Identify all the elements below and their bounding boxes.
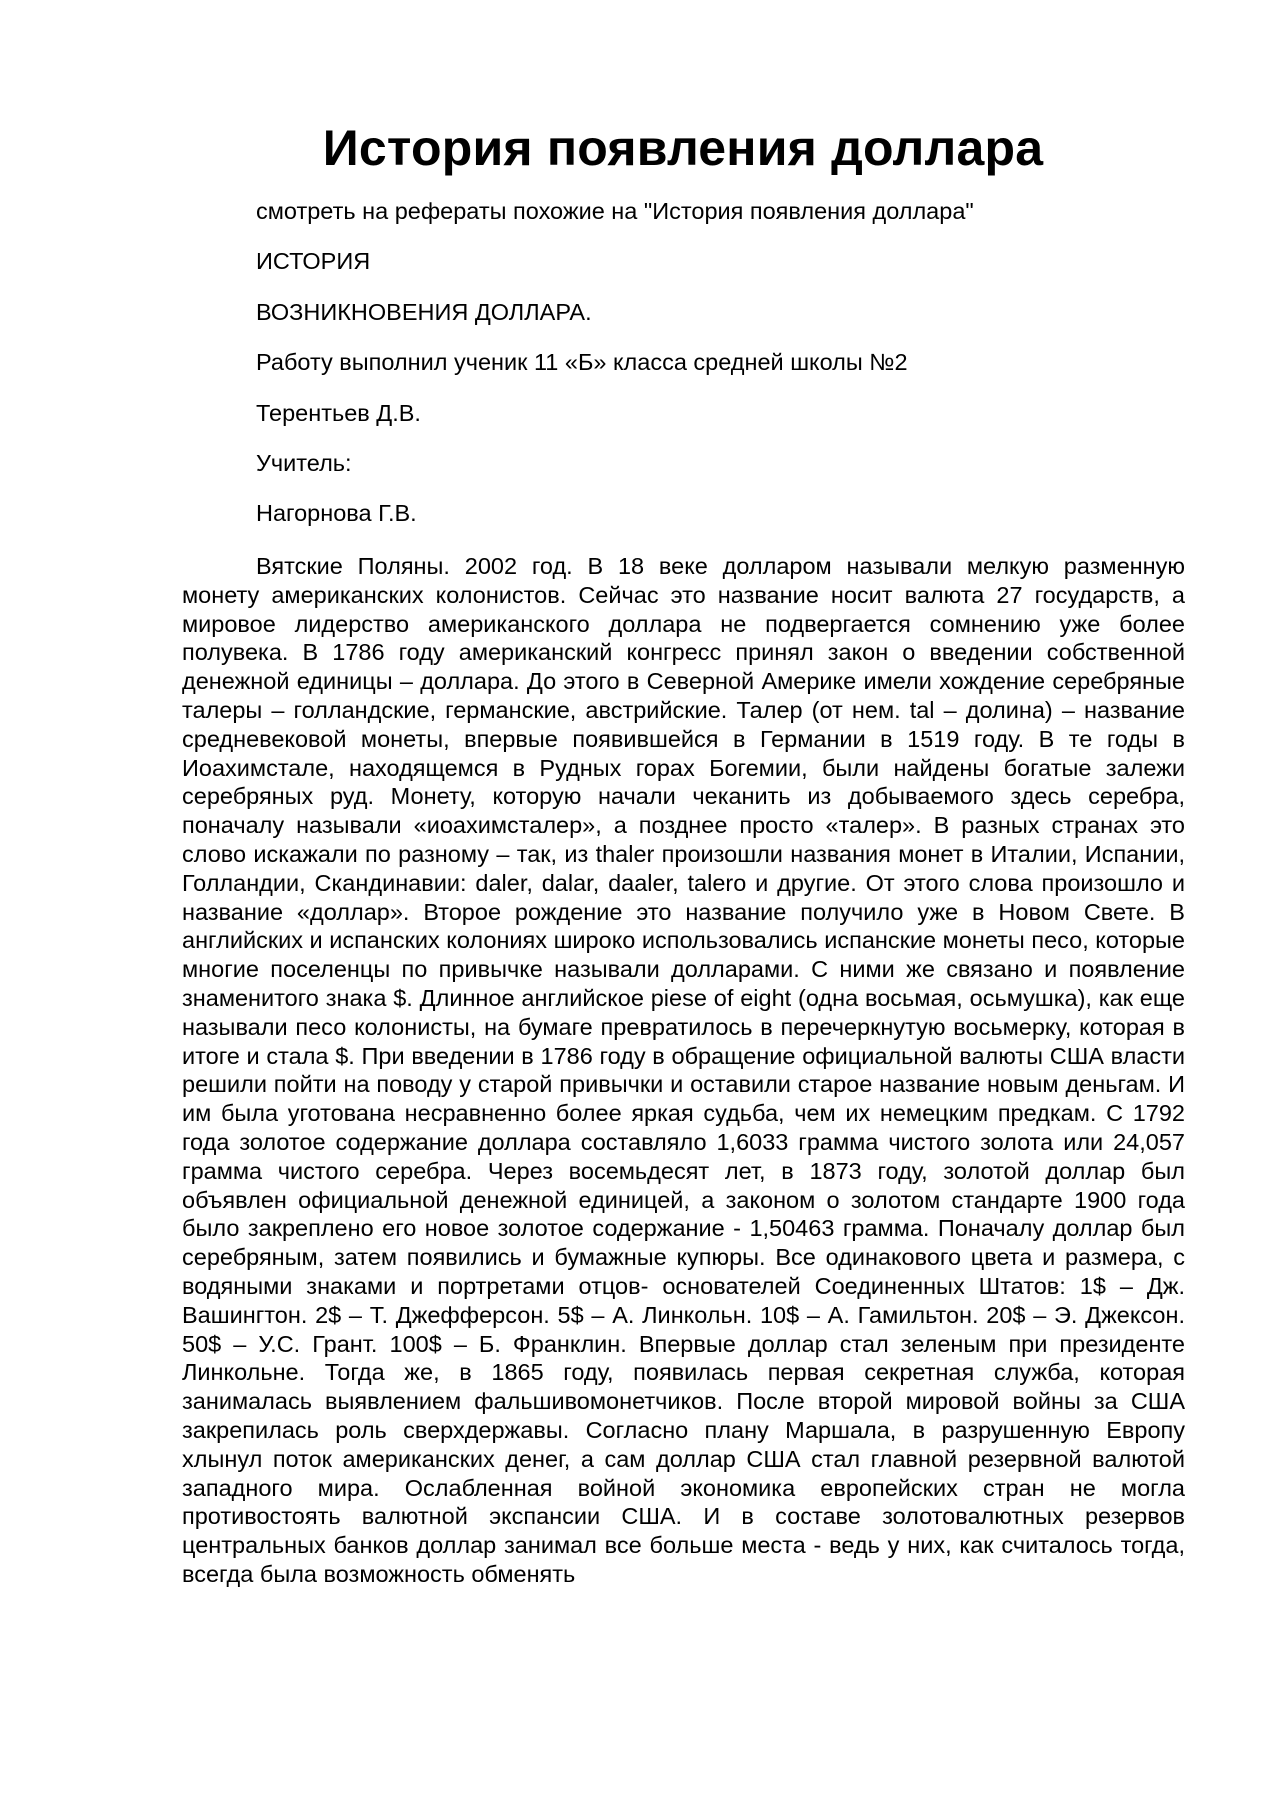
heading-line-1: ИСТОРИЯ: [256, 248, 371, 275]
related-essays-link[interactable]: смотреть на рефераты похожие на "История появления доллара": [256, 198, 974, 224]
teacher-name: Нагорнова Г.В.: [256, 500, 417, 527]
teacher-label: Учитель:: [256, 449, 352, 476]
body-paragraph: Вятские Поляны. 2002 год. В 18 веке долларом называли мелкую разменную монету американских колонистов. Сейчас это название носит валюта 27 государств, а мировое лидерство американского доллара не подвергается сомнению уже более полувека. В 1786 году американский конгресс принял закон о введении собственной денежной единицы – доллара. До этого в Северной Америке имели хождение серебряные талеры – голландские, германские, австрийские. Талер (от нем. tal – долина) – название средневековой монеты, впервые появившейся в Германии в 1519 году. В те годы в Иоахимстале, находящемся в Рудных горах Богемии, были найдены богатые залежи серебряных руд. Монету, которую начали чеканить из добываемого здесь серебра, поначалу называли «иоахимсталер», а позднее просто «талер». В разных странах это слово искажали по разному – так, из thaler произошли названия монет в Италии, Испании, Голландии, Скандинавии: daler, dalar, daaler, talero и другие. От этого слова произошло и название «доллар». Второе рождение это название получило уже в Новом Свете. В английских и испанских колониях широко использовались испанские монеты песо, которые многие поселенцы по привычке называли долларами. С ними же связано и появление знаменитого знака $. Длинное английское piese of eight (одна восьмая, осьмушка), как еще называли песо колонисты, на бумаге превратилось в перечеркнутую восьмерку, которая в итоге и стала $. При введении в 1786 году в обращение официальной валюты США власти решили пойти на поводу у старой привычки и оставили старое название новым деньгам. И им была уготована несравненно более яркая судьба, чем их немецким предкам. С 1792 года золотое содержание доллара составляло 1,6033 грамма чистого золота или 24,057 грамма чистого серебра. Через восемьдесят лет, в 1873 году, золотой доллар был объявлен официальной денежной единицей, а законом о золотом стандарте 1900 года было закреплено его новое золотое содержание - 1,50463 грамма. Поначалу доллар был серебряным, затем появились и бумажные купюры. Все одинакового цвета и размера, с водяными знаками и портретами отцов- основателей Соединенных Штатов: 1$ – Дж. Вашингтон. 2$ – Т. Джефферсон. 5$ – А. Линкольн. 10$ – А. Гамильтон. 20$ – Э. Джексон. 50$ – У.С. Грант. 100$ – Б. Франклин. Впервые доллар стал зеленым при президенте Линкольне. Тогда же, в 1865 году, появилась первая секретная служба, которая занималась выявлением фальшивомонетчиков. После второй мировой войны за США закрепилась роль сверхдержавы. Согласно плану Маршала, в разрушенную Европу хлынул поток американских денег, а сам доллар США стал главной резервной валютой западного мира. Ослабленная войной экономика европейских стран не могла противостоять валютной экспансии США. И в составе золотовалютных резервов центральных банков доллар занимал все больше места - ведь у них, как считалось тогда, всегда была возможность обменять: [182, 553, 1185, 1587]
document-header-block: [256, 197, 1196, 550]
author-name: Терентьев Д.В.: [256, 399, 421, 426]
heading-line-2: ВОЗНИКНОВЕНИЯ ДОЛЛАРА.: [256, 298, 592, 325]
document-title: История появления доллара: [322, 120, 1044, 176]
author-line: Работу выполнил ученик 11 «Б» класса средней школы №2: [256, 349, 908, 376]
